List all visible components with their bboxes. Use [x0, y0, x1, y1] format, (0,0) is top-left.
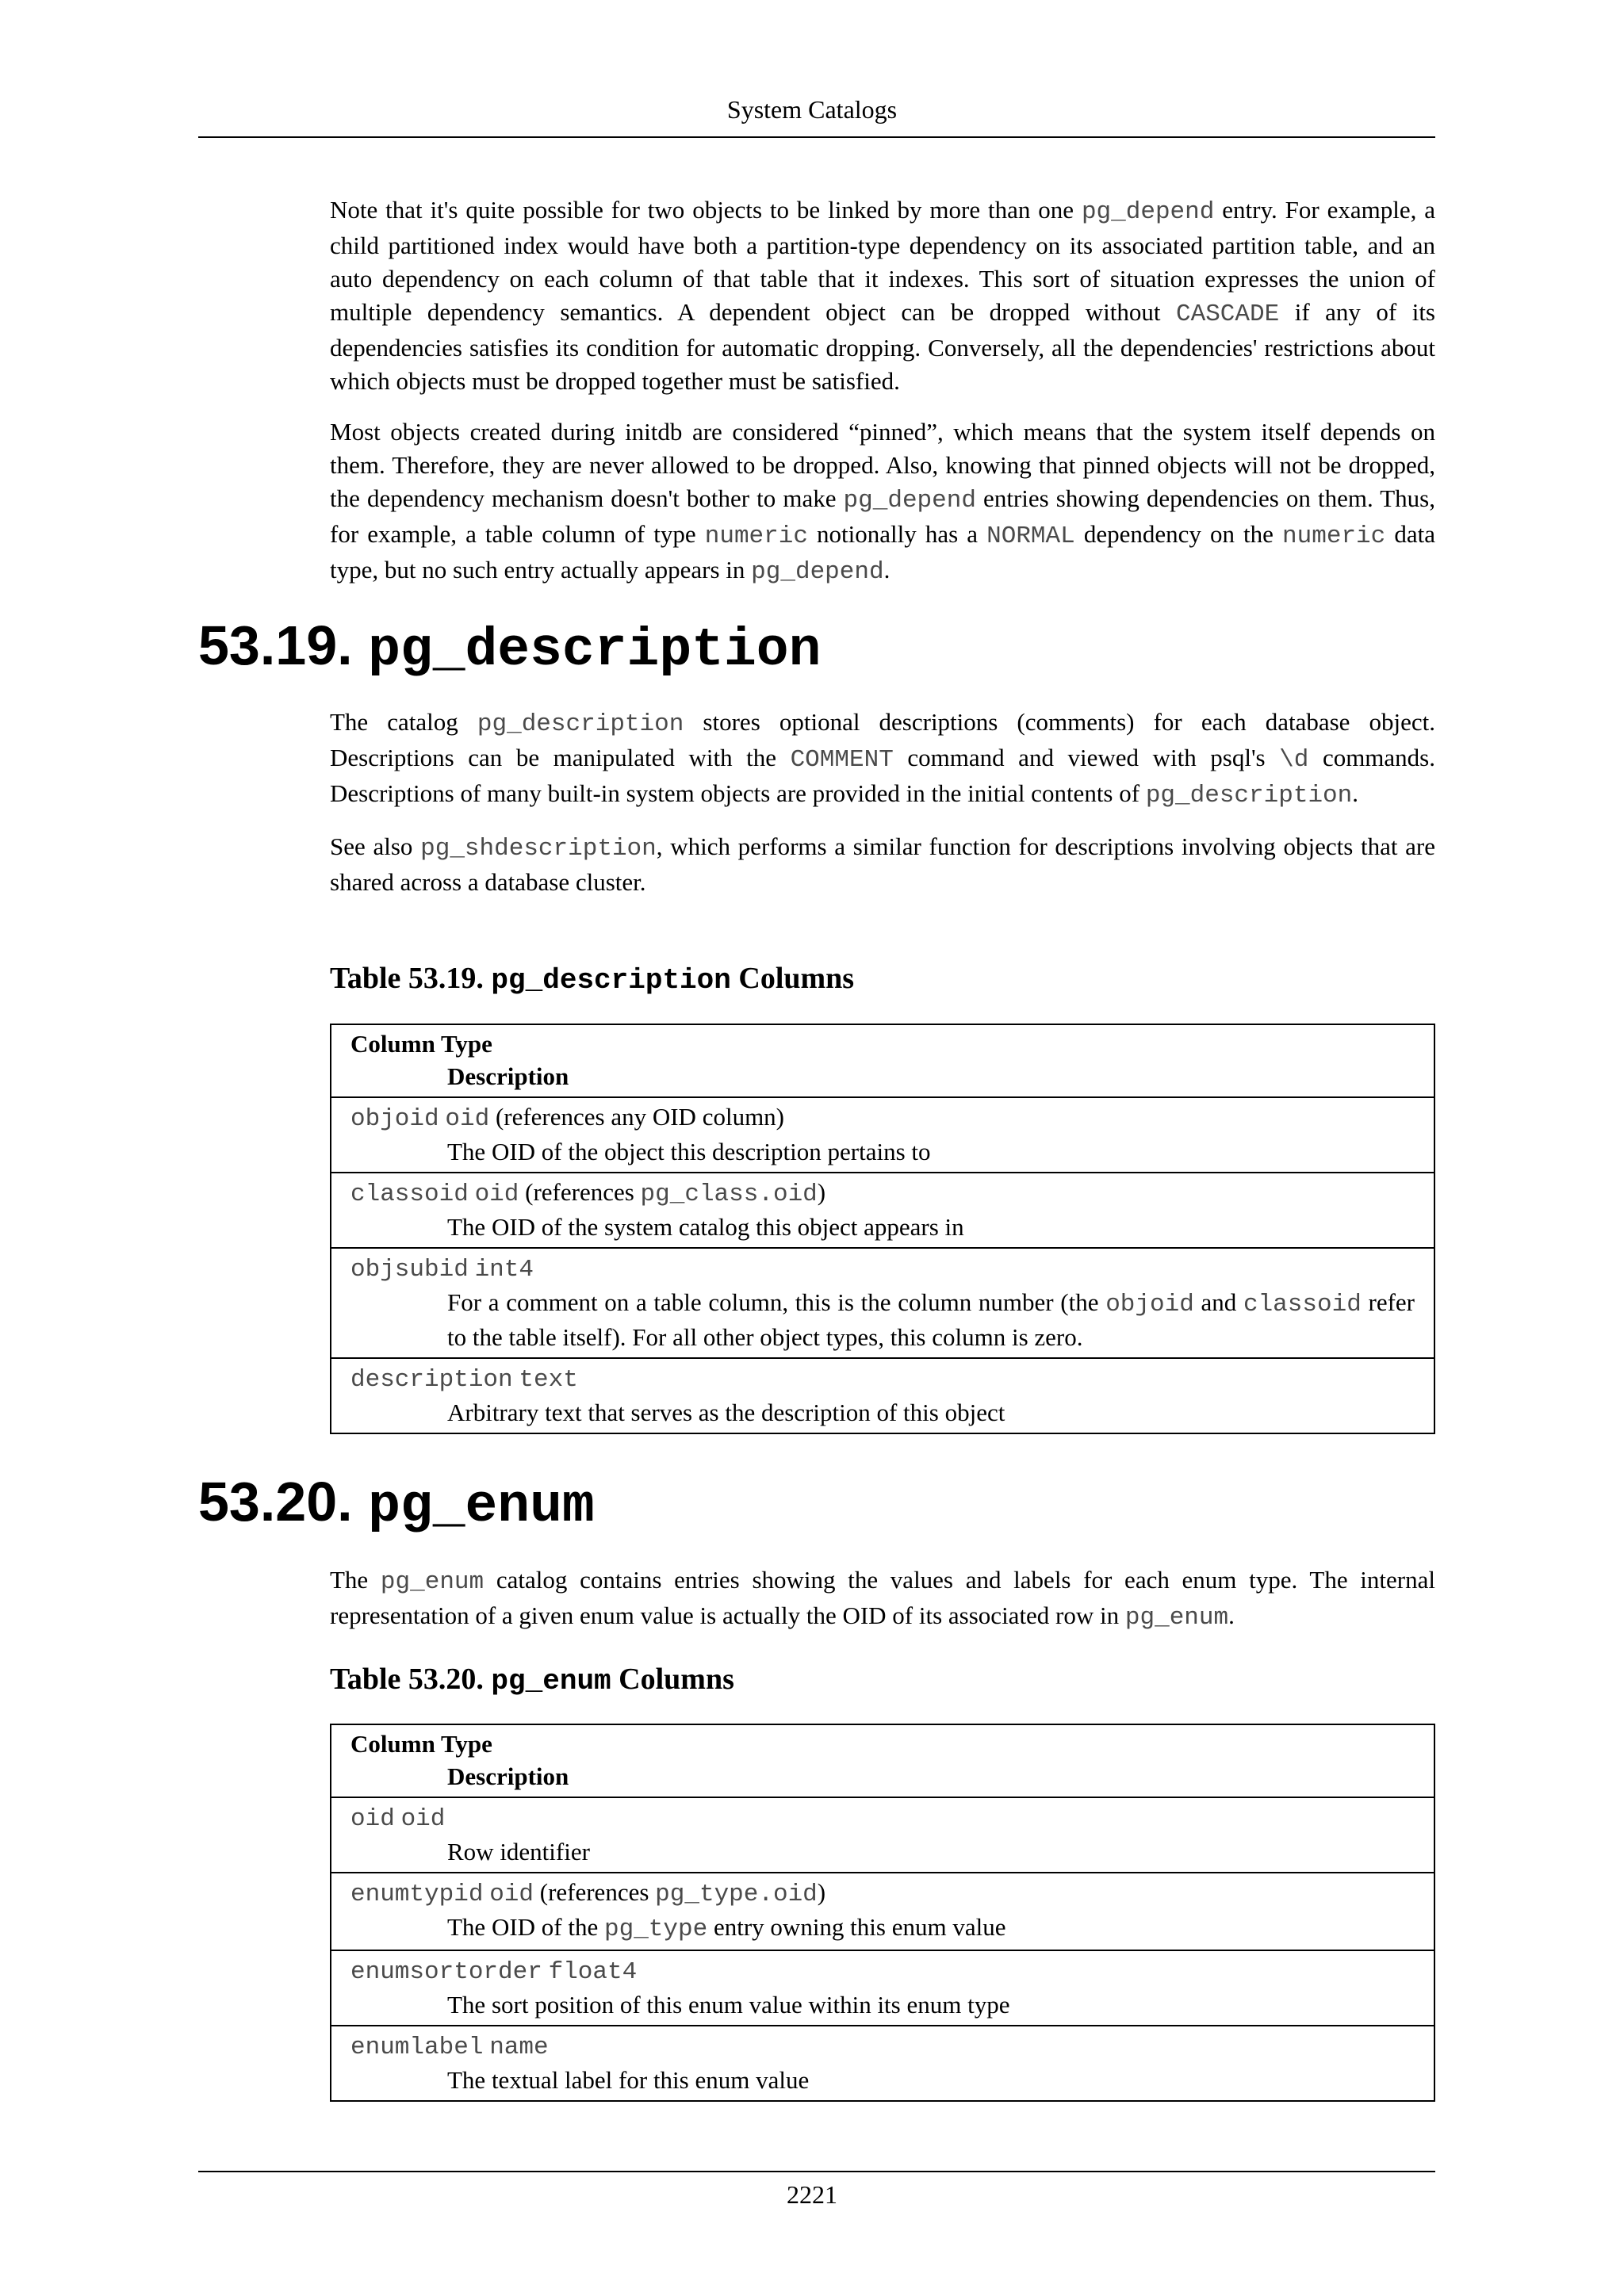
table-row: objoid oid (references any OID column) The OID of the object this description pertains to	[331, 1097, 1434, 1173]
running-header: System Catalogs	[726, 95, 898, 124]
paragraph: The catalog pg_description stores optional descriptions (comments) for each database object. Descriptions can be manipulated with the COMMENT command and viewed with psql's \d commands. Descriptions of many built-in system objects are provided in the initial contents of pg_description.	[330, 708, 1435, 809]
table-header-row: Column Type Description	[331, 1024, 1434, 1097]
pg-enum-columns-table	[330, 1724, 1435, 2102]
intro-text	[330, 193, 1435, 589]
table-header-row: Column Type Description	[331, 1724, 1434, 1797]
paragraph: See also pg_shdescription, which performs a similar function for descriptions involving objects that are shared across a database cluster.	[330, 832, 1435, 896]
table-caption-pg-description: Table 53.19. pg_description Columns	[330, 962, 855, 997]
pg-description-text	[330, 706, 1435, 899]
page-number: 2221	[787, 2180, 837, 2209]
pg-enum-text	[330, 1563, 1435, 1635]
table-row: classoid oid (references pg_class.oid) The OID of the system catalog this object appears in	[331, 1173, 1434, 1248]
section-heading-pg-description: 53.19. pg_description	[198, 614, 822, 681]
paragraph: Most objects created during initdb are considered “pinned”, which means that the system itself depends on them. Therefore, they are never allowed to be dropped. Also, knowing that pinned objects will not be dropped, the dependency mechanism doesn't bother to make pg_depend entries showing dependencies on them. Thus, for example, a table column of type numeric notionally has a NORMAL dependency on the numeric data type, but no such entry actually appears in pg_depend.	[330, 418, 1435, 586]
table-caption-pg-enum: Table 53.20. pg_enum Columns	[330, 1663, 734, 1697]
table-row: oid oid Row identifier	[331, 1797, 1434, 1873]
section-heading-pg-enum: 53.20. pg_enum	[198, 1471, 595, 1537]
table-row: enumsortorder float4 The sort position of this enum value within its enum type	[331, 1950, 1434, 2026]
paragraph: Note that it's quite possible for two objects to be linked by more than one pg_depend entry. For example, a child partitioned index would have both a partition-type dependency on its associated partition table, and an auto dependency on each column of that table that it indexes. This sort of situation expresses the union of multiple dependency semantics. A dependent object can be dropped without CASCADE if any of its dependencies satisfies its condition for automatic dropping. Conversely, all the dependencies' restrictions about which objects must be dropped together must be satisfied.	[330, 196, 1436, 395]
table-row: enumtypid oid (references pg_type.oid) The OID of the pg_type entry owning this enum value	[331, 1873, 1434, 1950]
footer-rule	[198, 2171, 1435, 2172]
paragraph: The pg_enum catalog contains entries showing the values and labels for each enum type. The internal representation of a given enum value is actually the OID of its associated row in pg_enum.	[330, 1566, 1435, 1632]
pg-description-columns-table	[330, 1024, 1435, 1434]
table-row: description text Arbitrary text that serves as the description of this object	[331, 1358, 1434, 1433]
table-row: enumlabel name The textual label for this enum value	[331, 2026, 1434, 2101]
table-row: objsubid int4 For a comment on a table column, this is the column number (the objoid and classoid refer to the table itself). For all other object types, this column is zero.	[331, 1248, 1434, 1358]
header-rule	[198, 136, 1435, 138]
